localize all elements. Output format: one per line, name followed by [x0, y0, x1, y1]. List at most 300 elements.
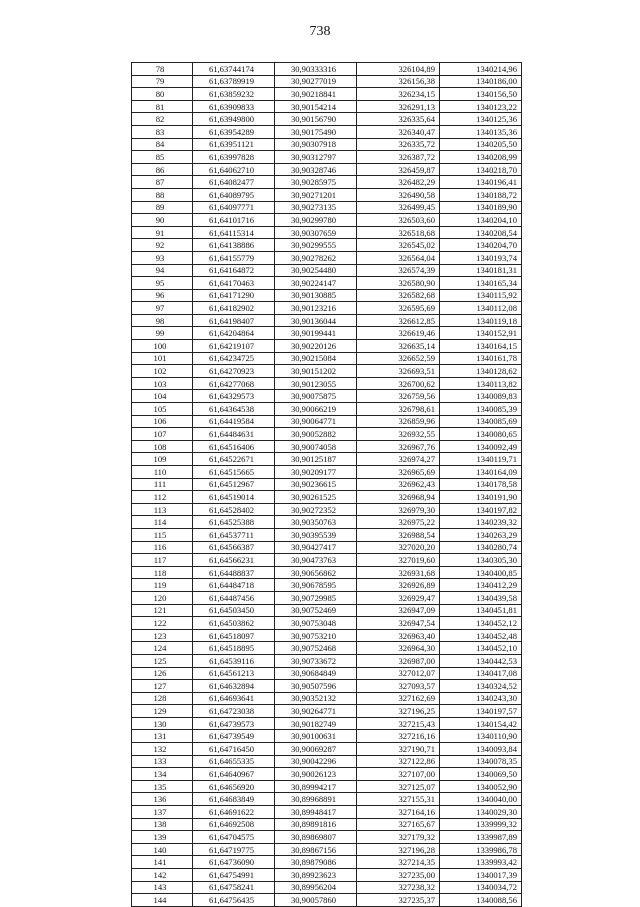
- table-row: [132, 390, 522, 403]
- latitude-cell: 61,63744174: [193, 63, 275, 76]
- longitude-cell: 30,90333316: [275, 63, 357, 76]
- table-row: [132, 415, 522, 428]
- y-coordinate-cell: 1340069,50: [440, 768, 522, 781]
- latitude-cell: 61,64270923: [193, 365, 275, 378]
- table-row: [132, 453, 522, 466]
- coordinates-table: [131, 62, 522, 907]
- latitude-cell: 61,64736090: [193, 856, 275, 869]
- longitude-cell: 30,90236615: [275, 478, 357, 491]
- point-number-cell: 137: [132, 806, 193, 819]
- x-coordinate-cell: 326931,68: [357, 566, 440, 579]
- y-coordinate-cell: 1340088,56: [440, 894, 522, 907]
- latitude-cell: 61,63954289: [193, 125, 275, 138]
- longitude-cell: 30,90752468: [275, 642, 357, 655]
- table-row: [132, 466, 522, 479]
- point-number-cell: 89: [132, 201, 193, 214]
- table-row: [132, 793, 522, 806]
- y-coordinate-cell: 1340218,70: [440, 163, 522, 176]
- y-coordinate-cell: 1340113,82: [440, 377, 522, 390]
- y-coordinate-cell: 1340186,00: [440, 75, 522, 88]
- table-row: [132, 730, 522, 743]
- table-row: [132, 201, 522, 214]
- latitude-cell: 61,64512967: [193, 478, 275, 491]
- latitude-cell: 61,64171290: [193, 289, 275, 302]
- table-row: [132, 579, 522, 592]
- latitude-cell: 61,64170463: [193, 277, 275, 290]
- x-coordinate-cell: 326965,69: [357, 466, 440, 479]
- longitude-cell: 30,89891816: [275, 818, 357, 831]
- x-coordinate-cell: 327125,07: [357, 780, 440, 793]
- x-coordinate-cell: 326932,55: [357, 428, 440, 441]
- latitude-cell: 61,64515665: [193, 466, 275, 479]
- table-row: [132, 403, 522, 416]
- table-row: [132, 604, 522, 617]
- longitude-cell: 30,90052882: [275, 428, 357, 441]
- latitude-cell: 61,64234725: [193, 352, 275, 365]
- x-coordinate-cell: 326156,38: [357, 75, 440, 88]
- x-coordinate-cell: 326988,54: [357, 528, 440, 541]
- point-number-cell: 82: [132, 113, 193, 126]
- longitude-cell: 30,90136044: [275, 314, 357, 327]
- table-row: [132, 314, 522, 327]
- y-coordinate-cell: 1340197,82: [440, 503, 522, 516]
- latitude-cell: 61,64632894: [193, 680, 275, 693]
- y-coordinate-cell: 1340204,10: [440, 214, 522, 227]
- x-coordinate-cell: 326335,72: [357, 138, 440, 151]
- longitude-cell: 30,90154214: [275, 100, 357, 113]
- latitude-cell: 61,64115314: [193, 226, 275, 239]
- longitude-cell: 30,89968891: [275, 793, 357, 806]
- latitude-cell: 61,64522671: [193, 453, 275, 466]
- point-number-cell: 112: [132, 491, 193, 504]
- y-coordinate-cell: 1340189,90: [440, 201, 522, 214]
- y-coordinate-cell: 1340243,30: [440, 692, 522, 705]
- x-coordinate-cell: 327238,32: [357, 881, 440, 894]
- x-coordinate-cell: 327190,71: [357, 743, 440, 756]
- point-number-cell: 133: [132, 755, 193, 768]
- y-coordinate-cell: 1340205,50: [440, 138, 522, 151]
- longitude-cell: 30,90100631: [275, 730, 357, 743]
- y-coordinate-cell: 1340412,29: [440, 579, 522, 592]
- latitude-cell: 61,64097771: [193, 201, 275, 214]
- point-number-cell: 83: [132, 125, 193, 138]
- longitude-cell: 30,89956204: [275, 881, 357, 894]
- point-number-cell: 126: [132, 667, 193, 680]
- longitude-cell: 30,90264771: [275, 705, 357, 718]
- coordinates-table-body: [132, 63, 522, 907]
- table-row: [132, 264, 522, 277]
- longitude-cell: 30,90224147: [275, 277, 357, 290]
- x-coordinate-cell: 326798,61: [357, 403, 440, 416]
- y-coordinate-cell: 1340161,78: [440, 352, 522, 365]
- latitude-cell: 61,64062710: [193, 163, 275, 176]
- point-number-cell: 79: [132, 75, 193, 88]
- point-number-cell: 105: [132, 403, 193, 416]
- point-number-cell: 80: [132, 88, 193, 101]
- x-coordinate-cell: 326574,39: [357, 264, 440, 277]
- point-number-cell: 140: [132, 843, 193, 856]
- longitude-cell: 30,89923623: [275, 869, 357, 882]
- latitude-cell: 61,64503862: [193, 617, 275, 630]
- longitude-cell: 30,90209177: [275, 466, 357, 479]
- table-row: [132, 352, 522, 365]
- table-row: [132, 881, 522, 894]
- latitude-cell: 61,64537711: [193, 528, 275, 541]
- x-coordinate-cell: 327196,25: [357, 705, 440, 718]
- latitude-cell: 61,64739549: [193, 730, 275, 743]
- longitude-cell: 30,90656862: [275, 566, 357, 579]
- y-coordinate-cell: 1339987,89: [440, 831, 522, 844]
- x-coordinate-cell: 327020,20: [357, 541, 440, 554]
- point-number-cell: 116: [132, 541, 193, 554]
- table-row: [132, 654, 522, 667]
- table-row: [132, 516, 522, 529]
- point-number-cell: 132: [132, 743, 193, 756]
- longitude-cell: 30,90299780: [275, 214, 357, 227]
- latitude-cell: 61,64089795: [193, 188, 275, 201]
- longitude-cell: 30,90064771: [275, 415, 357, 428]
- y-coordinate-cell: 1340110,90: [440, 730, 522, 743]
- x-coordinate-cell: 326545,02: [357, 239, 440, 252]
- table-row: [132, 806, 522, 819]
- table-row: [132, 717, 522, 730]
- point-number-cell: 115: [132, 528, 193, 541]
- y-coordinate-cell: 1340078,35: [440, 755, 522, 768]
- point-number-cell: 97: [132, 302, 193, 315]
- point-number-cell: 130: [132, 717, 193, 730]
- y-coordinate-cell: 1340324,52: [440, 680, 522, 693]
- table-row: [132, 113, 522, 126]
- y-coordinate-cell: 1340085,39: [440, 403, 522, 416]
- table-row: [132, 277, 522, 290]
- y-coordinate-cell: 1340193,74: [440, 251, 522, 264]
- longitude-cell: 30,90395539: [275, 528, 357, 541]
- table-row: [132, 188, 522, 201]
- table-row: [132, 692, 522, 705]
- x-coordinate-cell: 326619,46: [357, 327, 440, 340]
- x-coordinate-cell: 326979,30: [357, 503, 440, 516]
- y-coordinate-cell: 1340152,91: [440, 327, 522, 340]
- table-row: [132, 251, 522, 264]
- point-number-cell: 136: [132, 793, 193, 806]
- longitude-cell: 30,90271201: [275, 188, 357, 201]
- latitude-cell: 61,64566387: [193, 541, 275, 554]
- longitude-cell: 30,89879086: [275, 856, 357, 869]
- x-coordinate-cell: 326968,94: [357, 491, 440, 504]
- y-coordinate-cell: 1340239,32: [440, 516, 522, 529]
- latitude-cell: 61,64704575: [193, 831, 275, 844]
- point-number-cell: 87: [132, 176, 193, 189]
- latitude-cell: 61,64516406: [193, 440, 275, 453]
- table-row: [132, 705, 522, 718]
- longitude-cell: 30,90427417: [275, 541, 357, 554]
- longitude-cell: 30,90352132: [275, 692, 357, 705]
- table-row: [132, 768, 522, 781]
- latitude-cell: 61,64138886: [193, 239, 275, 252]
- y-coordinate-cell: 1340119,18: [440, 314, 522, 327]
- x-coordinate-cell: 327214,35: [357, 856, 440, 869]
- longitude-cell: 30,90123055: [275, 377, 357, 390]
- x-coordinate-cell: 326859,96: [357, 415, 440, 428]
- longitude-cell: 30,90753210: [275, 629, 357, 642]
- y-coordinate-cell: 1340442,53: [440, 654, 522, 667]
- x-coordinate-cell: 327012,07: [357, 667, 440, 680]
- y-coordinate-cell: 1340085,69: [440, 415, 522, 428]
- point-number-cell: 103: [132, 377, 193, 390]
- y-coordinate-cell: 1340191,90: [440, 491, 522, 504]
- table-row: [132, 743, 522, 756]
- latitude-cell: 61,63949800: [193, 113, 275, 126]
- table-row: [132, 755, 522, 768]
- x-coordinate-cell: 326503,60: [357, 214, 440, 227]
- table-row: [132, 239, 522, 252]
- x-coordinate-cell: 327179,32: [357, 831, 440, 844]
- point-number-cell: 124: [132, 642, 193, 655]
- longitude-cell: 30,90285975: [275, 176, 357, 189]
- x-coordinate-cell: 326759,56: [357, 390, 440, 403]
- latitude-cell: 61,64566231: [193, 554, 275, 567]
- point-number-cell: 144: [132, 894, 193, 907]
- longitude-cell: 30,90752469: [275, 604, 357, 617]
- longitude-cell: 30,90753048: [275, 617, 357, 630]
- point-number-cell: 127: [132, 680, 193, 693]
- point-number-cell: 120: [132, 591, 193, 604]
- x-coordinate-cell: 327165,67: [357, 818, 440, 831]
- longitude-cell: 30,90182749: [275, 717, 357, 730]
- y-coordinate-cell: 1340165,34: [440, 277, 522, 290]
- y-coordinate-cell: 1340080,65: [440, 428, 522, 441]
- point-number-cell: 102: [132, 365, 193, 378]
- y-coordinate-cell: 1340154,42: [440, 717, 522, 730]
- latitude-cell: 61,64484718: [193, 579, 275, 592]
- latitude-cell: 61,64655335: [193, 755, 275, 768]
- latitude-cell: 61,64164872: [193, 264, 275, 277]
- latitude-cell: 61,64488837: [193, 566, 275, 579]
- table-row: [132, 642, 522, 655]
- table-row: [132, 340, 522, 353]
- point-number-cell: 98: [132, 314, 193, 327]
- point-number-cell: 110: [132, 466, 193, 479]
- x-coordinate-cell: 327216,16: [357, 730, 440, 743]
- latitude-cell: 61,63859232: [193, 88, 275, 101]
- latitude-cell: 61,64758241: [193, 881, 275, 894]
- longitude-cell: 30,90729985: [275, 591, 357, 604]
- y-coordinate-cell: 1340178,58: [440, 478, 522, 491]
- table-row: [132, 163, 522, 176]
- table-row: [132, 226, 522, 239]
- table-row: [132, 528, 522, 541]
- latitude-cell: 61,63997828: [193, 151, 275, 164]
- longitude-cell: 30,90199441: [275, 327, 357, 340]
- longitude-cell: 30,90272352: [275, 503, 357, 516]
- point-number-cell: 113: [132, 503, 193, 516]
- point-number-cell: 121: [132, 604, 193, 617]
- table-row: [132, 491, 522, 504]
- y-coordinate-cell: 1340196,41: [440, 176, 522, 189]
- x-coordinate-cell: 327093,57: [357, 680, 440, 693]
- latitude-cell: 61,64101716: [193, 214, 275, 227]
- longitude-cell: 30,90299555: [275, 239, 357, 252]
- longitude-cell: 30,90350763: [275, 516, 357, 529]
- latitude-cell: 61,64561213: [193, 667, 275, 680]
- x-coordinate-cell: 326335,64: [357, 113, 440, 126]
- point-number-cell: 114: [132, 516, 193, 529]
- longitude-cell: 30,90312797: [275, 151, 357, 164]
- table-row: [132, 780, 522, 793]
- x-coordinate-cell: 326499,45: [357, 201, 440, 214]
- x-coordinate-cell: 326693,51: [357, 365, 440, 378]
- point-number-cell: 95: [132, 277, 193, 290]
- table-row: [132, 869, 522, 882]
- table-row: [132, 856, 522, 869]
- longitude-cell: 30,90328746: [275, 163, 357, 176]
- x-coordinate-cell: 326947,54: [357, 617, 440, 630]
- point-number-cell: 141: [132, 856, 193, 869]
- y-coordinate-cell: 1340125,36: [440, 113, 522, 126]
- table-row: [132, 63, 522, 76]
- point-number-cell: 139: [132, 831, 193, 844]
- y-coordinate-cell: 1340280,74: [440, 541, 522, 554]
- latitude-cell: 61,63951121: [193, 138, 275, 151]
- table-row: [132, 591, 522, 604]
- y-coordinate-cell: 1340439,58: [440, 591, 522, 604]
- table-row: [132, 831, 522, 844]
- x-coordinate-cell: 327107,00: [357, 768, 440, 781]
- y-coordinate-cell: 1340128,62: [440, 365, 522, 378]
- x-coordinate-cell: 326340,47: [357, 125, 440, 138]
- x-coordinate-cell: 327162,69: [357, 692, 440, 705]
- latitude-cell: 61,64756435: [193, 894, 275, 907]
- y-coordinate-cell: 1340204,70: [440, 239, 522, 252]
- latitude-cell: 61,64640967: [193, 768, 275, 781]
- latitude-cell: 61,64219107: [193, 340, 275, 353]
- y-coordinate-cell: 1340214,96: [440, 63, 522, 76]
- longitude-cell: 30,89948417: [275, 806, 357, 819]
- table-row: [132, 88, 522, 101]
- latitude-cell: 61,64204864: [193, 327, 275, 340]
- y-coordinate-cell: 1340034,72: [440, 881, 522, 894]
- longitude-cell: 30,90075875: [275, 390, 357, 403]
- y-coordinate-cell: 1340052,90: [440, 780, 522, 793]
- y-coordinate-cell: 1340417,08: [440, 667, 522, 680]
- table-row: [132, 440, 522, 453]
- table-row: [132, 214, 522, 227]
- y-coordinate-cell: 1340089,83: [440, 390, 522, 403]
- longitude-cell: 30,90473763: [275, 554, 357, 567]
- point-number-cell: 99: [132, 327, 193, 340]
- y-coordinate-cell: 1340164,15: [440, 340, 522, 353]
- table-row: [132, 617, 522, 630]
- longitude-cell: 30,90125187: [275, 453, 357, 466]
- table-row: [132, 327, 522, 340]
- x-coordinate-cell: 327196,28: [357, 843, 440, 856]
- latitude-cell: 61,64692508: [193, 818, 275, 831]
- x-coordinate-cell: 326929,47: [357, 591, 440, 604]
- table-row: [132, 843, 522, 856]
- table-row: [132, 151, 522, 164]
- point-number-cell: 125: [132, 654, 193, 667]
- x-coordinate-cell: 326974,27: [357, 453, 440, 466]
- latitude-cell: 61,64693641: [193, 692, 275, 705]
- latitude-cell: 61,64155779: [193, 251, 275, 264]
- x-coordinate-cell: 326987,00: [357, 654, 440, 667]
- x-coordinate-cell: 326104,89: [357, 63, 440, 76]
- point-number-cell: 78: [132, 63, 193, 76]
- point-number-cell: 88: [132, 188, 193, 201]
- table-row: [132, 478, 522, 491]
- point-number-cell: 106: [132, 415, 193, 428]
- x-coordinate-cell: 327235,37: [357, 894, 440, 907]
- latitude-cell: 61,64519014: [193, 491, 275, 504]
- y-coordinate-cell: 1340208,54: [440, 226, 522, 239]
- y-coordinate-cell: 1340263,29: [440, 528, 522, 541]
- longitude-cell: 30,90042296: [275, 755, 357, 768]
- table-row: [132, 566, 522, 579]
- latitude-cell: 61,64754991: [193, 869, 275, 882]
- point-number-cell: 109: [132, 453, 193, 466]
- y-coordinate-cell: 1340123,22: [440, 100, 522, 113]
- longitude-cell: 30,90307659: [275, 226, 357, 239]
- longitude-cell: 30,90026123: [275, 768, 357, 781]
- latitude-cell: 61,63789919: [193, 75, 275, 88]
- longitude-cell: 30,90278262: [275, 251, 357, 264]
- table-row: [132, 138, 522, 151]
- y-coordinate-cell: 1339999,32: [440, 818, 522, 831]
- x-coordinate-cell: 326582,68: [357, 289, 440, 302]
- longitude-cell: 30,90261525: [275, 491, 357, 504]
- longitude-cell: 30,89994217: [275, 780, 357, 793]
- longitude-cell: 30,90057860: [275, 894, 357, 907]
- latitude-cell: 61,64518895: [193, 642, 275, 655]
- point-number-cell: 101: [132, 352, 193, 365]
- x-coordinate-cell: 326926,89: [357, 579, 440, 592]
- x-coordinate-cell: 327164,16: [357, 806, 440, 819]
- longitude-cell: 30,90678595: [275, 579, 357, 592]
- table-row: [132, 554, 522, 567]
- longitude-cell: 30,90684849: [275, 667, 357, 680]
- y-coordinate-cell: 1340092,49: [440, 440, 522, 453]
- x-coordinate-cell: 327235,00: [357, 869, 440, 882]
- point-number-cell: 94: [132, 264, 193, 277]
- table-row: [132, 377, 522, 390]
- y-coordinate-cell: 1340164,09: [440, 466, 522, 479]
- latitude-cell: 61,64518097: [193, 629, 275, 642]
- table-row: [132, 75, 522, 88]
- table-row: [132, 365, 522, 378]
- latitude-cell: 61,64484631: [193, 428, 275, 441]
- y-coordinate-cell: 1340452,48: [440, 629, 522, 642]
- latitude-cell: 61,64487456: [193, 591, 275, 604]
- point-number-cell: 107: [132, 428, 193, 441]
- longitude-cell: 30,89869807: [275, 831, 357, 844]
- y-coordinate-cell: 1340452,12: [440, 617, 522, 630]
- longitude-cell: 30,90123216: [275, 302, 357, 315]
- y-coordinate-cell: 1340156,50: [440, 88, 522, 101]
- x-coordinate-cell: 326962,43: [357, 478, 440, 491]
- x-coordinate-cell: 326459,87: [357, 163, 440, 176]
- y-coordinate-cell: 1340208,99: [440, 151, 522, 164]
- latitude-cell: 61,64419584: [193, 415, 275, 428]
- latitude-cell: 61,64656920: [193, 780, 275, 793]
- point-number-cell: 84: [132, 138, 193, 151]
- point-number-cell: 111: [132, 478, 193, 491]
- point-number-cell: 138: [132, 818, 193, 831]
- latitude-cell: 61,64525388: [193, 516, 275, 529]
- y-coordinate-cell: 1340029,30: [440, 806, 522, 819]
- y-coordinate-cell: 1340452,10: [440, 642, 522, 655]
- longitude-cell: 30,90254480: [275, 264, 357, 277]
- y-coordinate-cell: 1340119,71: [440, 453, 522, 466]
